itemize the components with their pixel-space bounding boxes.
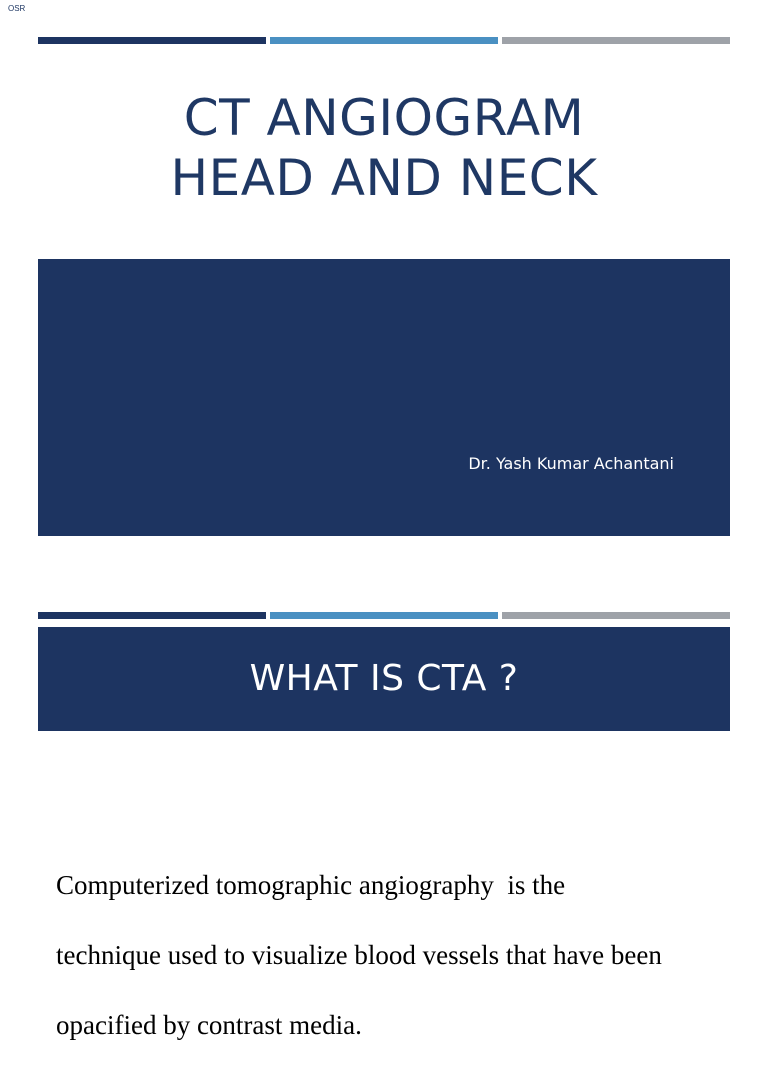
definition-line-1: Computerized tomographic angiography is the xyxy=(56,870,566,900)
stripe-blue xyxy=(270,612,498,619)
slide-title-line-1: CT ANGIOGRAM xyxy=(183,89,585,147)
title-banner xyxy=(38,259,730,536)
definition-line-3: opacified by contrast media. xyxy=(56,1010,362,1040)
slide-title xyxy=(0,88,768,208)
stripe-navy xyxy=(38,612,266,619)
corner-label: OSR xyxy=(8,4,26,13)
stripe-gray xyxy=(502,612,730,619)
stripe-blue xyxy=(270,37,498,44)
stripe-navy xyxy=(38,37,266,44)
section-heading: WHAT IS CTA ? xyxy=(249,658,519,699)
top-accent-stripes xyxy=(38,37,730,44)
definition-line-2: technique used to visualize blood vessels that have been xyxy=(56,940,662,970)
author-name: Dr. Yash Kumar Achantani xyxy=(468,454,674,473)
stripe-gray xyxy=(502,37,730,44)
section-heading-banner xyxy=(38,627,730,731)
definition-paragraph xyxy=(56,833,746,1078)
slide-title-line-2: HEAD AND NECK xyxy=(170,149,598,207)
section-accent-stripes xyxy=(38,612,730,619)
